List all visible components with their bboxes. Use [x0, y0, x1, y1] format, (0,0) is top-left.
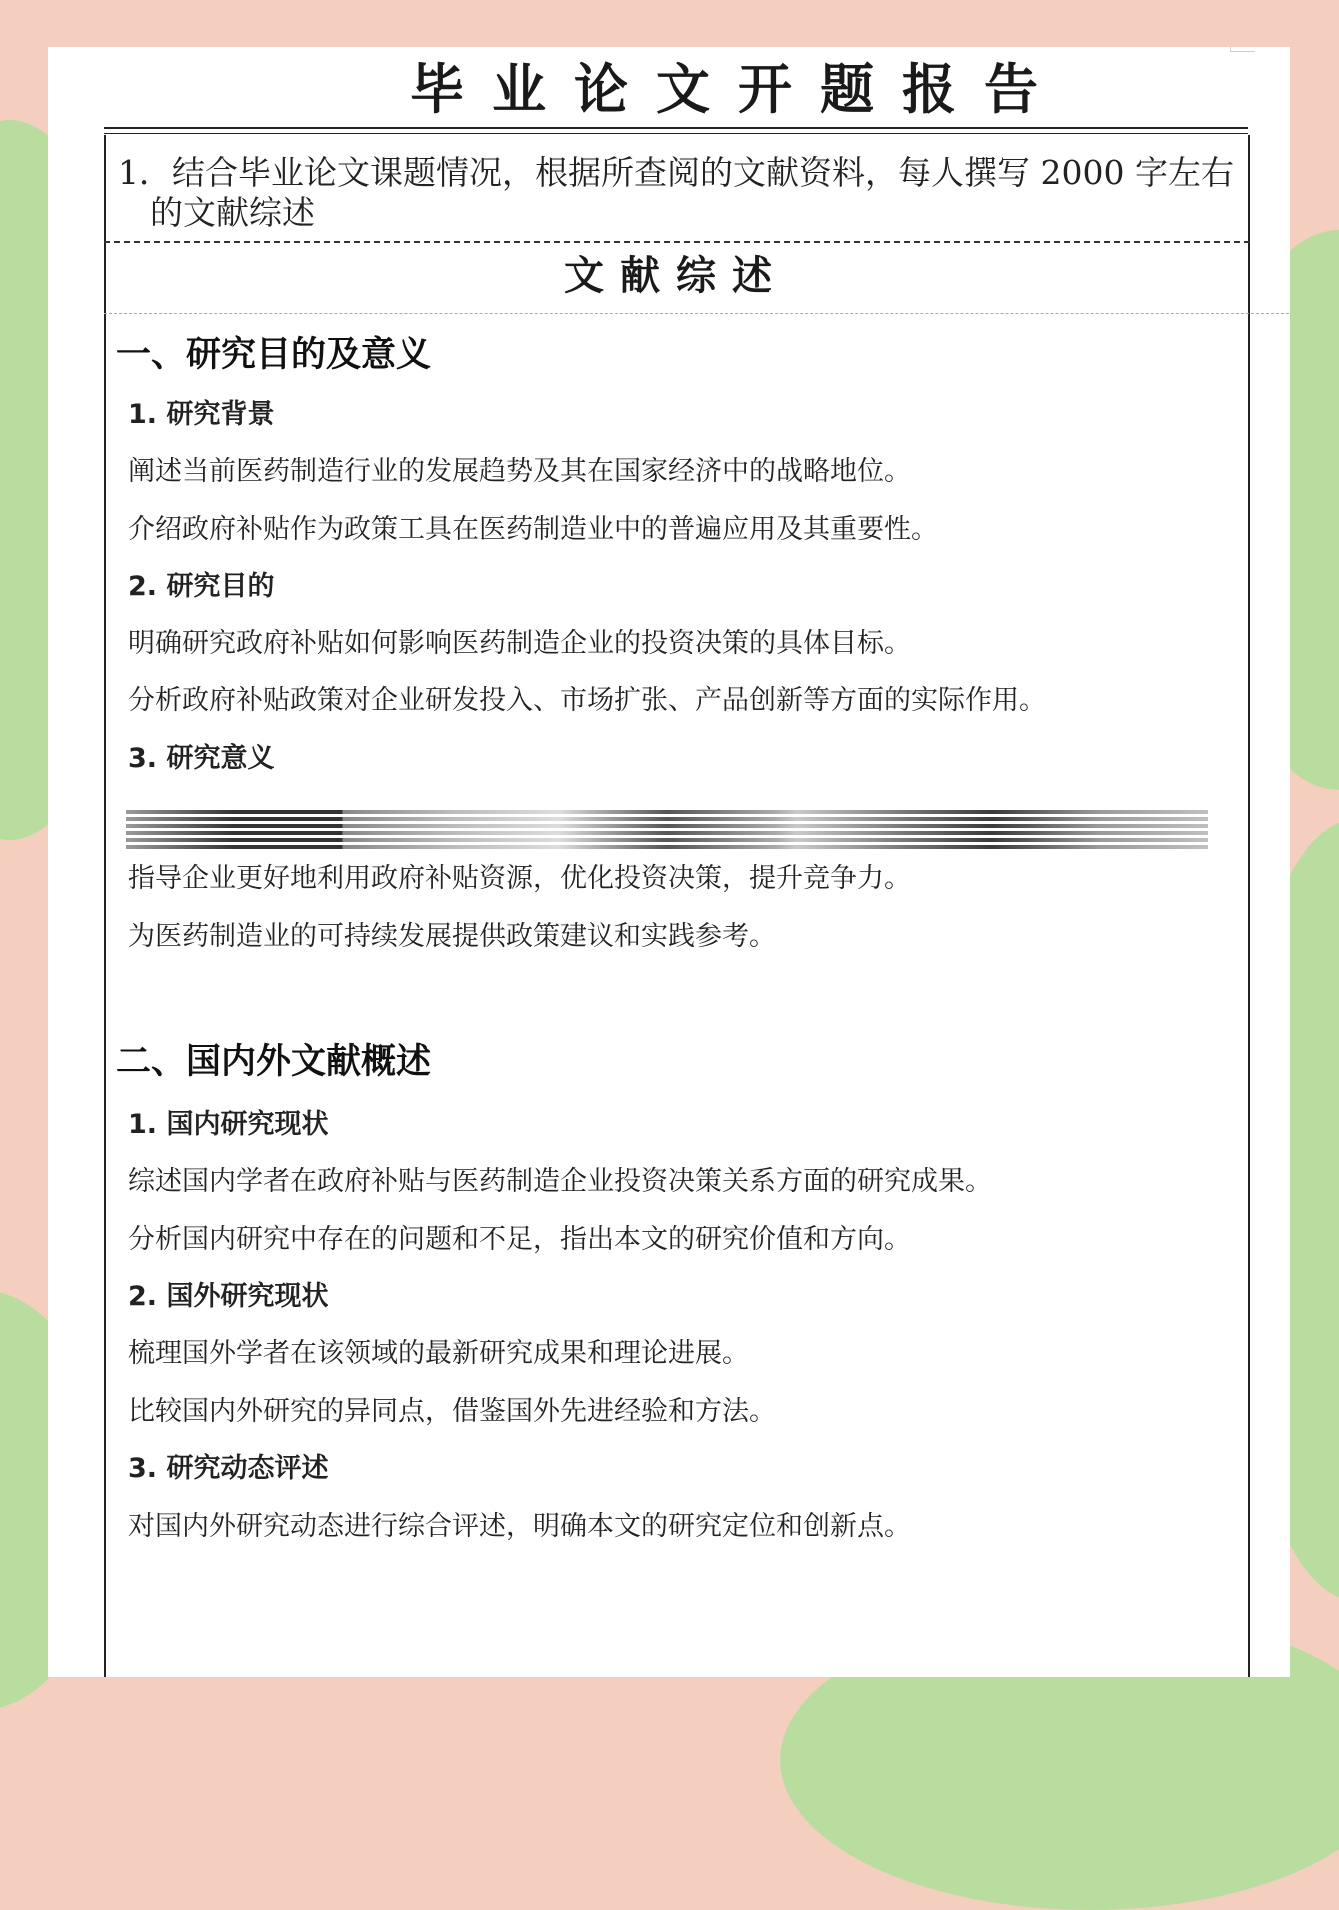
section-heading: 二、国内外文献概述	[116, 1041, 432, 1082]
paragraph: 对国内外研究动态进行综合评述，明确本文的研究定位和创新点。	[128, 1511, 911, 1542]
paragraph: 明确研究政府补贴如何影响医药制造企业的投资决策的具体目标。	[128, 628, 911, 659]
paragraph: 为医药制造业的可持续发展提供政策建议和实践参考。	[128, 921, 776, 952]
subsection-heading: 1. 国内研究现状	[128, 1109, 329, 1140]
subsection-heading: 3. 研究意义	[128, 743, 275, 774]
subsection-heading: 1. 研究背景	[128, 399, 275, 430]
form-prompt: 1．结合毕业论文课题情况，根据所查阅的文献资料，每人撰写 2000 字左右的文献综述	[118, 153, 1234, 232]
paragraph: 综述国内学者在政府补贴与医药制造企业投资决策关系方面的研究成果。	[128, 1166, 992, 1197]
document-title: 毕业论文开题报告	[410, 57, 1066, 121]
paragraph: 指导企业更好地利用政府补贴资源，优化投资决策，提升竞争力。	[128, 863, 911, 894]
paragraph: 阐述当前医药制造行业的发展趋势及其在国家经济中的战略地位。	[128, 456, 911, 487]
section-title: 文献综述	[564, 252, 788, 299]
paragraph: 介绍政府补贴作为政策工具在医药制造业中的普遍应用及其重要性。	[128, 514, 938, 545]
document-page	[48, 47, 1290, 1677]
subsection-heading: 3. 研究动态评述	[128, 1453, 329, 1484]
section-heading: 一、研究目的及意义	[116, 334, 432, 375]
subsection-heading: 2. 国外研究现状	[128, 1281, 329, 1312]
subsection-heading: 2. 研究目的	[128, 571, 275, 602]
paragraph: 分析政府补贴政策对企业研发投入、市场扩张、产品创新等方面的实际作用。	[128, 685, 1046, 716]
paragraph: 梳理国外学者在该领域的最新研究成果和理论进展。	[128, 1338, 749, 1369]
review-content	[48, 47, 1290, 1677]
paragraph: 分析国内研究中存在的问题和不足，指出本文的研究价值和方向。	[128, 1224, 911, 1255]
redacted-line	[126, 807, 1208, 849]
paragraph: 比较国内外研究的异同点，借鉴国外先进经验和方法。	[128, 1396, 776, 1427]
